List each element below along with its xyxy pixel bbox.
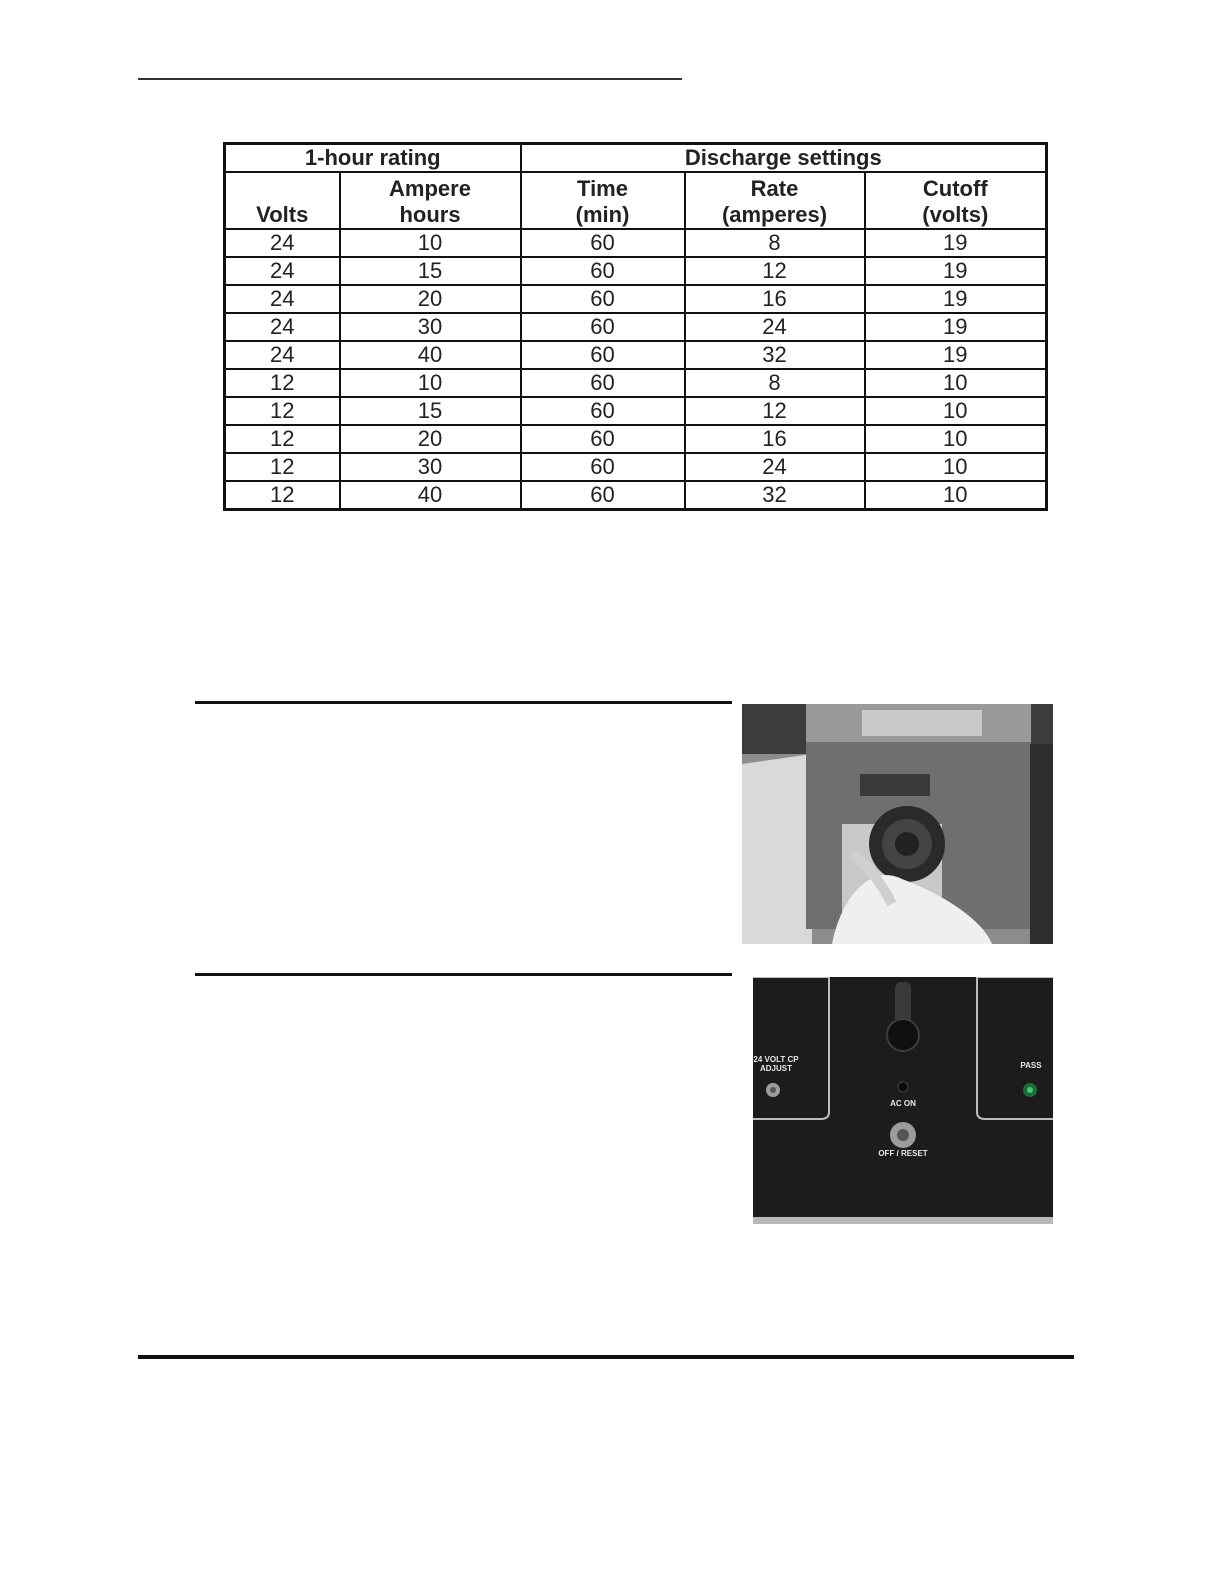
table-cell: 60 bbox=[521, 481, 685, 510]
table-cell: 19 bbox=[865, 341, 1047, 369]
table-cell: 10 bbox=[865, 397, 1047, 425]
table-cell: 20 bbox=[340, 425, 521, 453]
table-cell: 24 bbox=[685, 453, 865, 481]
table-cell: 24 bbox=[685, 313, 865, 341]
table-cell: 40 bbox=[340, 341, 521, 369]
table-cell: 60 bbox=[521, 341, 685, 369]
table-cell: 15 bbox=[340, 397, 521, 425]
table-cell: 12 bbox=[225, 369, 340, 397]
table-cell: 8 bbox=[685, 369, 865, 397]
connector-photo-illustration bbox=[742, 704, 1053, 944]
table-cell: 60 bbox=[521, 397, 685, 425]
top-rule bbox=[138, 78, 682, 80]
ac-on-label: AC ON bbox=[890, 1099, 916, 1108]
bottom-rule bbox=[138, 1355, 1074, 1359]
table-cell: 15 bbox=[340, 257, 521, 285]
section-rule-connector bbox=[195, 701, 732, 704]
table-cell: 19 bbox=[865, 257, 1047, 285]
table-group-header-row bbox=[225, 144, 1047, 173]
table-cell: 19 bbox=[865, 313, 1047, 341]
group-header-discharge-settings: Discharge settings bbox=[521, 144, 1047, 173]
group-header-1-hour-rating: 1-hour rating bbox=[225, 144, 521, 173]
adjust-label: 24 VOLT CP ADJUST bbox=[753, 1055, 799, 1073]
table-row bbox=[225, 257, 1047, 285]
column-header-volts: Volts bbox=[225, 172, 340, 229]
discharge-settings-table bbox=[223, 142, 1048, 511]
table-cell: 10 bbox=[340, 369, 521, 397]
table-row bbox=[225, 425, 1047, 453]
table-cell: 60 bbox=[521, 453, 685, 481]
table-row bbox=[225, 229, 1047, 257]
table-row bbox=[225, 481, 1047, 510]
table-cell: 20 bbox=[340, 285, 521, 313]
table-cell: 16 bbox=[685, 285, 865, 313]
table-cell: 19 bbox=[865, 285, 1047, 313]
column-header-ampere-hours: Ampere hours bbox=[340, 172, 521, 229]
column-header-rate: Rate (amperes) bbox=[685, 172, 865, 229]
table-cell: 40 bbox=[340, 481, 521, 510]
table-cell: 60 bbox=[521, 313, 685, 341]
table-cell: 60 bbox=[521, 285, 685, 313]
table-cell: 12 bbox=[225, 481, 340, 510]
table-cell: 12 bbox=[685, 397, 865, 425]
table-row bbox=[225, 341, 1047, 369]
pass-label: PASS bbox=[1020, 1061, 1042, 1070]
table-cell: 32 bbox=[685, 341, 865, 369]
column-header-cutoff: Cutoff (volts) bbox=[865, 172, 1047, 229]
table-cell: 12 bbox=[225, 453, 340, 481]
table-cell: 12 bbox=[225, 397, 340, 425]
table-body bbox=[225, 229, 1047, 510]
table-cell: 10 bbox=[865, 425, 1047, 453]
table-cell: 24 bbox=[225, 285, 340, 313]
table-row bbox=[225, 313, 1047, 341]
table-cell: 19 bbox=[865, 229, 1047, 257]
table-cell: 60 bbox=[521, 425, 685, 453]
table-cell: 30 bbox=[340, 453, 521, 481]
table-cell: 10 bbox=[340, 229, 521, 257]
table-cell: 10 bbox=[865, 369, 1047, 397]
table-cell: 16 bbox=[685, 425, 865, 453]
photo-battery-connector bbox=[742, 704, 1053, 944]
off-reset-label: OFF / RESET bbox=[878, 1149, 928, 1158]
table-cell: 12 bbox=[685, 257, 865, 285]
table-row bbox=[225, 369, 1047, 397]
table-column-header-row bbox=[225, 172, 1047, 229]
table-cell: 10 bbox=[865, 453, 1047, 481]
column-header-time: Time (min) bbox=[521, 172, 685, 229]
table-cell: 24 bbox=[225, 313, 340, 341]
table-cell: 32 bbox=[685, 481, 865, 510]
table-cell: 30 bbox=[340, 313, 521, 341]
table-row bbox=[225, 285, 1047, 313]
table-cell: 60 bbox=[521, 369, 685, 397]
table-row bbox=[225, 453, 1047, 481]
table-cell: 24 bbox=[225, 257, 340, 285]
table-cell: 12 bbox=[225, 425, 340, 453]
table-cell: 60 bbox=[521, 257, 685, 285]
table-cell: 10 bbox=[865, 481, 1047, 510]
table-cell: 60 bbox=[521, 229, 685, 257]
photo-charger-control-panel bbox=[753, 977, 1053, 1224]
table-row bbox=[225, 397, 1047, 425]
section-rule-panel bbox=[195, 973, 732, 976]
table-cell: 24 bbox=[225, 229, 340, 257]
table-cell: 24 bbox=[225, 341, 340, 369]
table-cell: 8 bbox=[685, 229, 865, 257]
